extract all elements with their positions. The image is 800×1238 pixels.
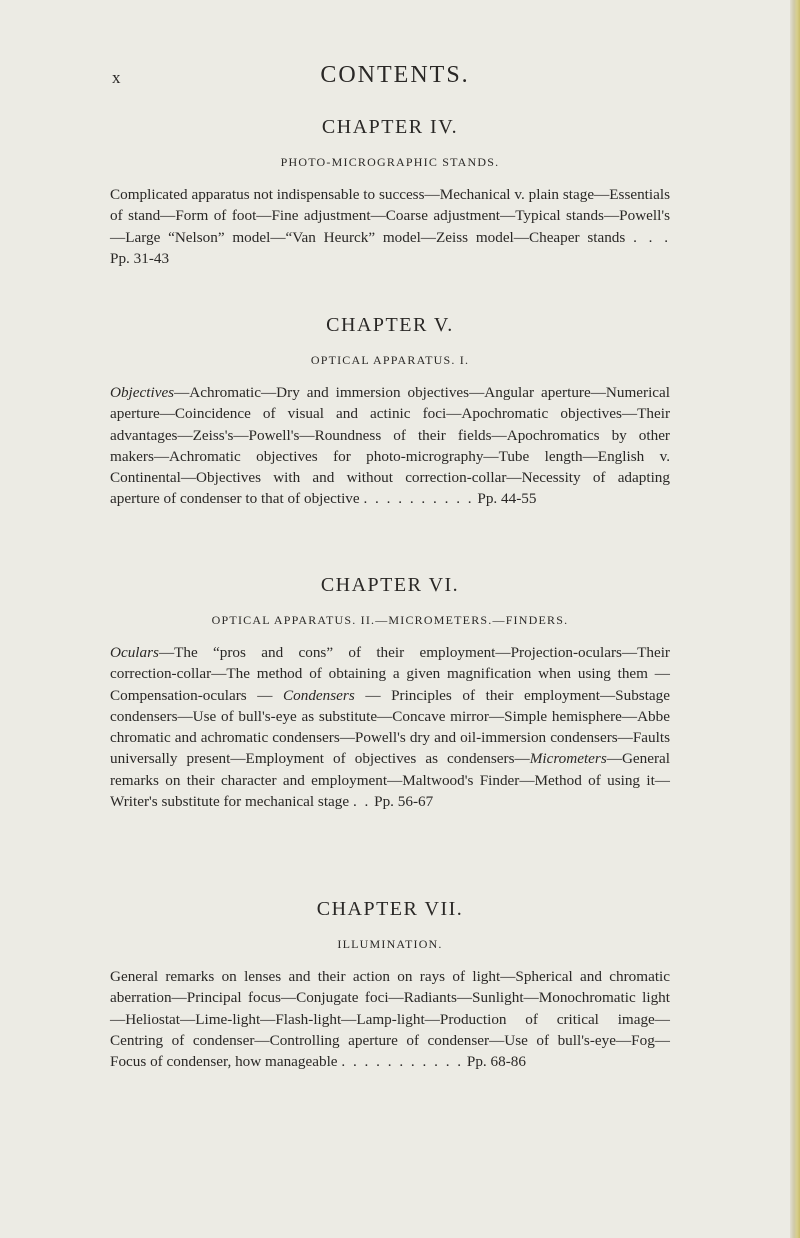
page-range: Pp. 31-43 <box>110 249 170 267</box>
page-range: Pp. 44-55 <box>477 490 537 508</box>
chapter-subtitle: OPTICAL APPARATUS. II.—MICROMETERS.—FINDERS. <box>211 613 569 627</box>
summary-emphasis: Condensers <box>283 686 355 704</box>
chapter-summary <box>110 184 670 269</box>
summary-text: —The “pros and cons” of their employment—Projection-oculars—Their correction-collar—The method of obtaining a given magnification when using them — Compensation-oculars — <box>110 644 670 704</box>
chapter-vii <box>110 898 670 1072</box>
running-head <box>0 62 790 92</box>
page-edge <box>790 0 800 1238</box>
dot-leaders: . . . . . . . . . . . <box>341 1053 464 1071</box>
chapter-vi <box>110 574 670 812</box>
chapter-iv <box>110 116 670 269</box>
chapter-title: CHAPTER VI. <box>320 574 460 596</box>
summary-text: General remarks on lenses and their action on rays of light—Spherical and chromatic aberration—Principal focus—Conjugate foci—Radiants—Sunlight—Monochromatic light—Heliostat—Lime-light—Flash-light—Lamp-light—Production of critical image—Centring of condenser—Controlling aperture of condenser—Use of bull's-eye—Fog—Focus of condenser, how manageable <box>110 968 670 1071</box>
summary-text: Complicated apparatus not indispensable to success—Mechanical v. plain stage—Essentials of stand—Form of foot—Fine adjustment—Coarse adjustment—Typical stands—Powell's—Large “Nelson” model—“Van Heurck” model—Zeiss model—Cheaper stands <box>110 186 670 246</box>
chapter-subtitle: OPTICAL APPARATUS. I. <box>310 353 470 367</box>
dot-leaders: . . . . . . . . . . <box>363 490 474 508</box>
page-folio: x <box>112 68 122 87</box>
page-range: Pp. 56-67 <box>374 793 434 811</box>
chapter-summary <box>110 966 670 1072</box>
summary-lead: Objectives <box>110 384 175 401</box>
summary-text: —General remarks on their character and employment—Maltwood's Finder—Method of using it—Writer's substitute for mechanical stage <box>110 750 670 811</box>
chapter-title: CHAPTER VII. <box>316 898 464 920</box>
dot-leaders: . . . <box>633 228 671 246</box>
chapter-title: CHAPTER IV. <box>321 116 459 138</box>
chapter-title: CHAPTER V. <box>326 314 454 336</box>
summary-emphasis: Micrometers <box>529 750 607 768</box>
chapter-subtitle: PHOTO-MICROGRAPHIC STANDS. <box>280 155 500 169</box>
summary-text: — Principles of their employment—Substage condensers—Use of bull's-eye as substitute—Concave mirror—Simple hemisphere—Abbe chromatic and achromatic condensers—Powell's dry and oil-immersion condensers—Faults universally present—Employment of objectives as condensers— <box>110 686 670 768</box>
page-range: Pp. 68-86 <box>466 1053 526 1071</box>
chapter-summary <box>110 382 670 510</box>
chapter-subtitle: ILLUMINATION. <box>337 937 443 951</box>
page-title: CONTENTS. <box>320 62 470 88</box>
summary-text: —Achromatic—Dry and immersion objectives—Angular aperture—Numerical aperture—Coincidence of visual and actinic foci—Apochromatic objectives—Their advantages—Zeiss's—Powell's—Roundness of their fields—Apochromatics by other makers—Achromatic objectives for photo-micrography—Tube length—English v. Continental—Objectives with and without correction-collar—Necessity of adapting aperture of condenser to that of objective <box>110 384 670 508</box>
chapter-v <box>110 314 670 510</box>
chapter-summary <box>110 642 670 812</box>
summary-lead: Oculars <box>110 644 159 661</box>
dot-leaders: . . <box>352 793 371 811</box>
